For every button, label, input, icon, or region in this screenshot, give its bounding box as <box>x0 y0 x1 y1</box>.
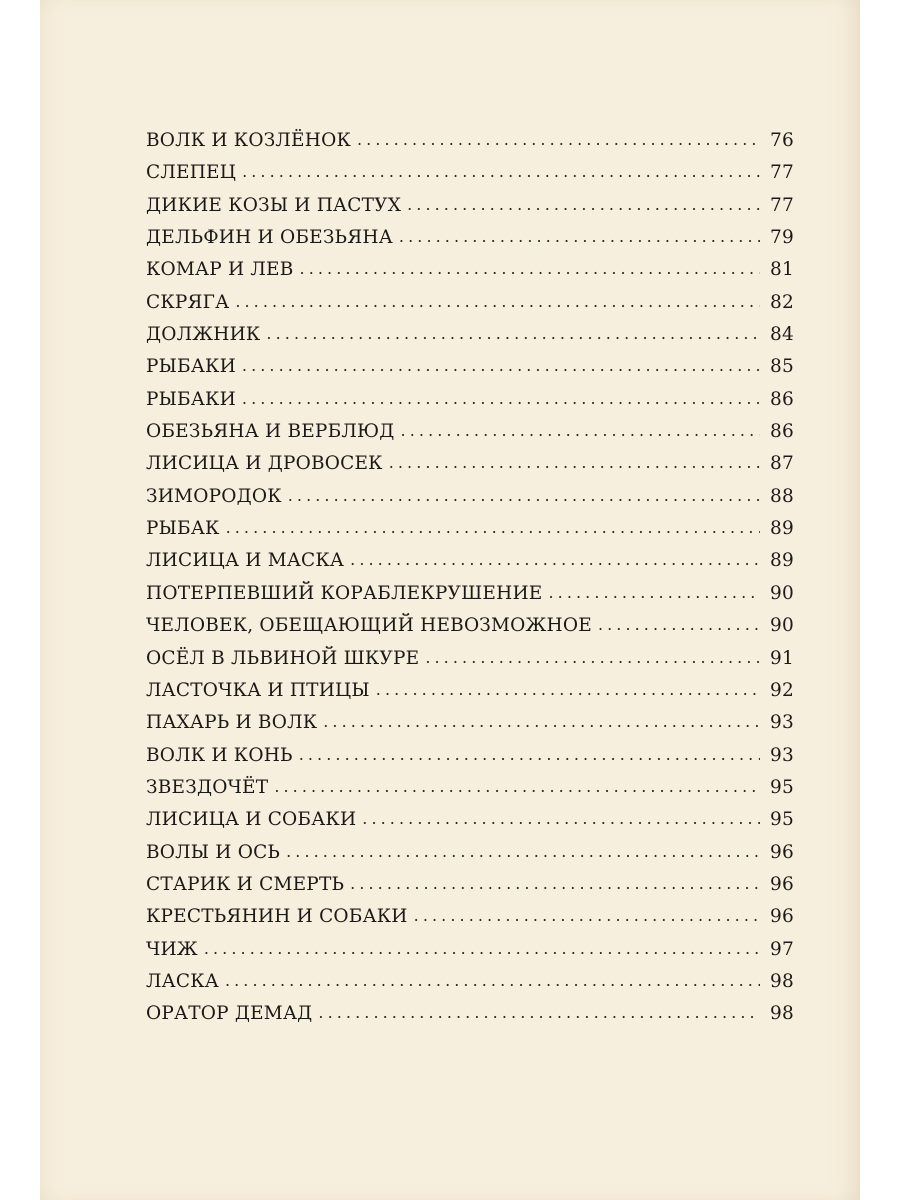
toc-entry-page-number: 93 <box>770 712 794 734</box>
toc-entry <box>146 906 794 938</box>
dot-leader <box>399 226 760 247</box>
toc-entry <box>146 453 794 485</box>
toc-entry-title: РЫБАКИ <box>146 356 236 378</box>
toc-entry-title: РЫБАК <box>146 518 220 540</box>
toc-entry-title: КРЕСТЬЯНИН И СОБАКИ <box>146 906 408 928</box>
toc-entry <box>146 615 794 647</box>
toc-entry-page-number: 92 <box>770 679 794 701</box>
toc-entry-title: ЛАСКА <box>146 970 219 992</box>
dot-leader <box>414 905 760 926</box>
toc-entry-page-number: 79 <box>770 227 794 249</box>
dot-leader <box>425 647 760 668</box>
dot-leader <box>323 711 760 732</box>
toc-entry-title: ПОТЕРПЕВШИЙ КОРАБЛЕКРУШЕНИЕ <box>146 582 543 604</box>
toc-entry <box>146 809 794 841</box>
toc-entry <box>146 227 794 259</box>
toc-entry-title: СКРЯГА <box>146 291 230 313</box>
toc-entry-title: ЛИСИЦА И ДРОВОСЕК <box>146 453 383 475</box>
toc-entry-title: ЧИЖ <box>146 938 198 960</box>
toc-entry <box>146 130 794 162</box>
dot-leader <box>242 161 760 182</box>
toc-entry <box>146 162 794 194</box>
toc-entry <box>146 356 794 388</box>
toc-entry <box>146 680 794 712</box>
toc-entry-page-number: 96 <box>770 873 794 895</box>
toc-entry-page-number: 90 <box>770 615 794 637</box>
toc-entry <box>146 648 794 680</box>
dot-leader <box>350 873 760 894</box>
dot-leader <box>376 679 760 700</box>
dot-leader <box>362 808 760 829</box>
toc-entry-page-number: 82 <box>770 291 794 313</box>
toc-entry <box>146 324 794 356</box>
dot-leader <box>407 194 760 215</box>
toc-entry-title: ДИКИЕ КОЗЫ И ПАСТУХ <box>146 194 402 216</box>
toc-entry-title: СТАРИК И СМЕРТЬ <box>146 873 345 895</box>
toc-entry-page-number: 91 <box>770 647 794 669</box>
toc-entry-title: ДЕЛЬФИН И ОБЕЗЬЯНА <box>146 227 393 249</box>
toc-entry <box>146 842 794 874</box>
toc-entry-page-number: 96 <box>770 906 794 928</box>
toc-entry-page-number: 87 <box>770 453 794 475</box>
toc-entry-title: ВОЛК И КОНЬ <box>146 744 293 766</box>
toc-entry-title: ЛИСИЦА И СОБАКИ <box>146 809 357 831</box>
dot-leader <box>204 938 760 959</box>
toc-entry <box>146 259 794 291</box>
dot-leader <box>300 258 761 279</box>
dot-leader <box>242 388 760 409</box>
dot-leader <box>548 582 760 603</box>
toc-entry-page-number: 76 <box>770 130 794 151</box>
toc-entry-title: ОРАТОР ДЕМАД <box>146 1003 313 1025</box>
toc-entry <box>146 389 794 421</box>
dot-leader <box>299 744 760 765</box>
toc-entry-page-number: 77 <box>770 194 794 216</box>
toc-entry-title: ДОЛЖНИК <box>146 324 261 346</box>
toc-entry-title: ВОЛЫ И ОСЬ <box>146 841 281 863</box>
toc-entry-page-number: 96 <box>770 841 794 863</box>
toc-entry <box>146 486 794 518</box>
dot-leader <box>401 420 761 441</box>
toc-entry-page-number: 95 <box>770 776 794 798</box>
toc-entry <box>146 195 794 227</box>
toc-entry-page-number: 97 <box>770 938 794 960</box>
toc-entry-page-number: 89 <box>770 550 794 572</box>
toc-entry-page-number: 86 <box>770 421 794 443</box>
toc-entry-title: ЛИСИЦА И МАСКА <box>146 550 345 572</box>
toc-entry-page-number: 84 <box>770 324 794 346</box>
toc-entry-page-number: 77 <box>770 162 794 184</box>
toc-entry <box>146 777 794 809</box>
toc-entry-title: ЗВЕЗДОЧЁТ <box>146 776 269 798</box>
toc-entry-title: ЧЕЛОВЕК, ОБЕЩАЮЩИЙ НЕВОЗМОЖНОЕ <box>146 615 592 637</box>
toc-entry <box>146 1003 794 1035</box>
toc-entry-title: ОБЕЗЬЯНА И ВЕРБЛЮД <box>146 421 395 443</box>
dot-leader <box>266 323 760 344</box>
toc-entry-title: ЗИМОРОДОК <box>146 485 282 507</box>
toc-entry-page-number: 85 <box>770 356 794 378</box>
book-page <box>40 0 860 1200</box>
dot-leader <box>226 517 760 538</box>
toc-entry-title: ЛАСТОЧКА И ПТИЦЫ <box>146 679 370 701</box>
toc-entry-title: КОМАР И ЛЕВ <box>146 259 294 281</box>
toc-entry <box>146 421 794 453</box>
dot-leader <box>225 970 760 991</box>
toc-entry-title: ВОЛК И КОЗЛЁНОК <box>146 130 351 151</box>
dot-leader <box>318 1002 760 1023</box>
toc-entry-page-number: 95 <box>770 809 794 831</box>
toc-entry <box>146 292 794 324</box>
toc-entry <box>146 583 794 615</box>
dot-leader <box>242 355 760 376</box>
dot-leader <box>389 452 760 473</box>
toc-entry-page-number: 81 <box>770 259 794 281</box>
toc-entry-page-number: 90 <box>770 582 794 604</box>
toc-entry <box>146 874 794 906</box>
toc-entry-title: СЛЕПЕЦ <box>146 162 237 184</box>
dot-leader <box>286 841 760 862</box>
toc-entry-title: ПАХАРЬ И ВОЛК <box>146 712 318 734</box>
dot-leader <box>350 549 760 570</box>
toc-entry-page-number: 98 <box>770 1003 794 1025</box>
table-of-contents <box>146 130 794 1036</box>
toc-entry-title: РЫБАКИ <box>146 388 236 410</box>
toc-entry <box>146 971 794 1003</box>
dot-leader <box>288 485 760 506</box>
toc-entry <box>146 550 794 582</box>
toc-entry <box>146 745 794 777</box>
toc-entry-page-number: 93 <box>770 744 794 766</box>
toc-entry-page-number: 86 <box>770 388 794 410</box>
dot-leader <box>235 291 760 312</box>
toc-entry-page-number: 98 <box>770 970 794 992</box>
toc-entry-page-number: 89 <box>770 518 794 540</box>
toc-entry-title: ОСЁЛ В ЛЬВИНОЙ ШКУРЕ <box>146 647 420 669</box>
toc-entry <box>146 518 794 550</box>
dot-leader <box>357 129 760 150</box>
toc-entry-page-number: 88 <box>770 485 794 507</box>
dot-leader <box>598 614 760 635</box>
toc-entry <box>146 939 794 971</box>
dot-leader <box>274 776 760 797</box>
toc-entry <box>146 712 794 744</box>
